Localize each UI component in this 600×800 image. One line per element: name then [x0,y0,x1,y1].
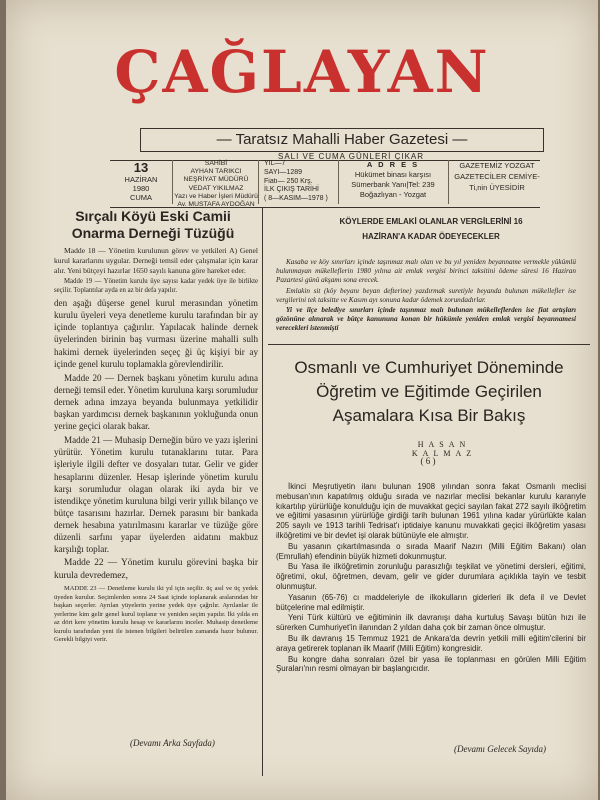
writer-name: Av. MUSTAFA AYDOĞAN [177,201,255,209]
education-paragraph: Bu yasanın çıkartılmasında o sırada Maarif Nazırı (Milli Eğitim Bakanı) olan (Emrullah) efendinin büyük hizmeti dokunmuştur. [276,541,586,561]
section-divider [268,344,590,345]
article-part: ( 6 ) [420,456,436,466]
education-paragraph: Bu ilk davranış 15 Temmuz 1921 de Ankara'da devrin yetkili milli eğitim'cilerini bir araya getirerek toplanan ilk Maarif (Milli Eğitim) kongresidir. [276,633,586,653]
issue-box [260,160,339,204]
tax-paragraph: Yi ve ilçe belediye sınırları içinde taşınmaz malı bulunan mükelleflerden ise fiat artışları gözönüne alınarak ve bütçe kanununa konan bir hükümle yeniden emlak vergisi beyannamesi verecekleri istenmişti [276,306,576,333]
education-article-body [276,482,586,674]
left-paragraph: Madde 18 — Yönetim kurulunun görev ve yetkileri A) Genel kurul kararlarını uygular. Derneği temsil eder çalışmalar için karar alır. Yeni bütçeyi hazırlar 1650 sayılı kanuna göre hareket eder. [54,246,258,275]
address-line3: Boğazlıyan - Yozgat [359,190,427,199]
left-paragraph: Madde 21 — Muhasip Derneğin büro ve yazı işlerini yürütür. Yönetim kurulu tutanaklarını tutar. Para işleriyle ilgili defter ve dosyaları tutar. Gelir ve gider hesaplarını düzenler. Hesap işlerinde yönetim kurulu karşı sorumludur olagan olarak iki ayda bir ve istendikçe yönetim kuruluna bilgi verir yıllık bilanço ve bütçe tasarısını hazırlar. Dernek parasını bir bankada dernek hesabına yatırılmasını kararlar ve tüzüğe göre düzenli sarfını yapar üyelerden aidatını makbuz karşılığı toplar. [54,435,258,555]
address-box [338,160,449,204]
left-paragraph: den aşağı düşerse genel kurul merasından yönetim kurulu üyeleri veya denetleme kurulu tarafından bir ay içinde toplantıya çağırılır. Yapılacak halinde dernek üyelerinden birinin baş vurması üzerine mahalli sulh hakimi dernek üyelerinden seçeç ği üç kişiyi bir ay içinde genel kurulu toplamakla görevlendirilir. [54,298,258,369]
left-headline-line1: Sırçalı Köyü Eski Camii [75,208,231,224]
first-print-date: ( 8—KASIM—1978 ) [264,195,328,203]
tax-headline [276,214,586,244]
association-line2: GAZETECİLER CEMİYE- [454,172,540,181]
education-headline-line2: Öğretim ve Eğitimde Geçirilen [316,382,542,401]
tax-headline-line1: KÖYLERDE EMLAKİ OLANLAR VERGİLERİNİ 16 [339,217,523,226]
year-label: YIL—7 [264,160,286,167]
left-headline [46,208,260,242]
issue-label: SAYI—1289 [264,168,303,176]
director-label: NEŞRİYAT MÜDÜRÜ [183,176,249,184]
date-weekday: CUMA [129,193,153,202]
association-box [452,160,542,204]
left-article-body [54,246,258,645]
first-print-label: İLK ÇIKIŞ TARİHİ [264,186,319,194]
owner-label: SAHİBİ [204,160,228,167]
left-continued: (Devamı Arka Sayfada) [130,738,215,748]
left-paragraph: Madde 19 — Yönetim kurulu üye sayısı kadar yedek üye ile birlikte seçilir. Toplantılar ayda en az bir defa yapılır. [54,278,258,294]
column-divider [262,208,263,776]
date-day: 13 [133,160,149,175]
tax-article-body [276,258,576,334]
education-paragraph: Yeni Türk kültürü ve eğitiminin ilk davranışı daha kurtuluş Savaşı bütün hızı ile sürerken Cumhuriyet'in ilanından 2 yıldan daha çok bir zaman önce olmuştur. [276,613,586,633]
owner-name: AYHAN TARIKCI [190,168,242,176]
tagline: — Taratsız Mahalli Haber Gazetesi — [140,128,544,152]
price-label: Fiatı— 250 Krş. [264,177,313,185]
publication-days: SALI VE CUMA GÜNLERİ ÇIKAR [277,152,425,161]
education-headline-line3: Aşamalara Kısa Bir Bakış [332,406,526,425]
date-year: 1980 [132,184,150,193]
education-paragraph: İkinci Meşrutiyetin ilanı bulunan 1908 yılından sonra fakat Osmanlı meclisi mebusan'ının kapatılmış olduğu sırada ve nazırlar meclisi bekanlar kurulu kararıyle kıkartılıp yürürlüğe konulduğu için de muvakkat geçici sayılan fakat 272 sayılı ilköğretim ve eğitimi yasasının yürürlüğe girdiği tarih bulunan 1961 yılına kadar yürürlükte kalan 205 sayılı ve 1913 tarihli Tedrisat'ı iptidaiye kanunu muvakkati geçici ilköğretim yasası ilköğretimi ve bir devlet işi olarak bütünüyle ele almıştır. [276,482,586,540]
writer-label: Yazı ve Haber İşleri Müdürü [174,192,258,200]
education-paragraph: Bu Yasa ile ilköğretimin zorunluğu parasızlığı teşkilat ve yönetimi dersleri, eğitimi, öğretimi, okul, öğretmen, devam, gelir ve gider durumlara açıklıkla tayin ve tesbit olunmuştur. [276,562,586,591]
left-paragraph: Madde 20 — Dernek başkanı yönetim kurulu adına derneği temsil eder. Yönetim kuruluna karşı sorumludur dernek adına imzaya beyanda bulunmaya yetkilidir başkan yardımcısı dernek başkanının yokluğunda onun yerine geçici olarak bakar. [54,372,258,432]
education-headline [268,356,590,428]
masthead: ÇAĞLAYAN [114,38,490,106]
date-box [110,160,173,204]
staff-box [174,160,259,209]
address-title: A D R E S [366,160,420,169]
left-fine-print: MADDE 23 — Denetleme kurulu iki yıl için seçilir. üç asıl ve üç yedek üyeden kurulur. Seçimlerden sonra 24 Saat içinde toplanarak aralarından bir başkan seçerler. Ayrılan yüyelerin yerine yedek üye çağrılır. Ayrılanlar ile yerlerine kim gelir genel kurul toplanır ve yeniden seçim yapılır. İki yılda en az dört kere yönetim kurulu hesap ve kararlarını inceler. Muhasip denetleme kurulu tarafından yeni ile istenen bilgileri belirtilen zamanda hazır bulunur. Gerekli bilgiyi verir. [54,585,258,644]
date-month: HAZİRAN [124,175,158,184]
address-line1: Hükümet binası karşısı [354,170,432,179]
tax-paragraph: Kasaba ve köy sınırları içinde taşınmaz malı olan ve bu yıl yeniden beyanname vermekle yükümlü bulunmayan mükelleflerin 1980 yılına ait emlak vergisi birinci taksitini ödeme süresi 16 Haziran Pazartesi günü akşamı sona erecek. [276,258,576,285]
tax-headline-line2: HAZİRAN'A KADAR ÖDEYECEKLER [362,232,500,241]
address-line2: Sümerbank Yanı|Tel: 239 [351,180,435,189]
right-continued: (Devamı Gelecek Sayıda) [454,744,546,754]
tax-paragraph: Emlakin sit (köy beyanı beyan defterine) yazdırmak suretiyle beyanda bulunan mükellefler ise vergilerini tek taksitte ve Kasım ayı sonuna kadar ödemek zorundadırlar. [276,286,576,304]
education-paragraph: Yasanın (65-76) cı maddeleriyle de ilkokulların giderleri ilk defa il ve Devlet bütçelerine mal edilmiştir. [276,592,586,612]
left-paragraph: Madde 22 — Yönetim kurulu görevini başka bir kurula devredemez, [54,558,258,581]
left-headline-line2: Onarma Derneği Tüzüğü [71,225,235,241]
director-name: VEDAT YIKILMAZ [188,184,244,192]
newspaper-page [6,0,598,800]
author-name: HASAN KALMAZ [411,440,477,458]
education-headline-line1: Osmanlı ve Cumhuriyet Döneminde [294,358,564,377]
education-paragraph: Bu kongre daha sonraları özel bir yasa ile toplanması en görülen Milli Eğitim Şuraları'nın resmi olmayan bir başlangıcıdır. [276,654,586,674]
association-line1: GAZETEMİZ YOZGAT [459,161,535,170]
association-line3: Ti,nin ÜYESİDİR [469,183,525,192]
